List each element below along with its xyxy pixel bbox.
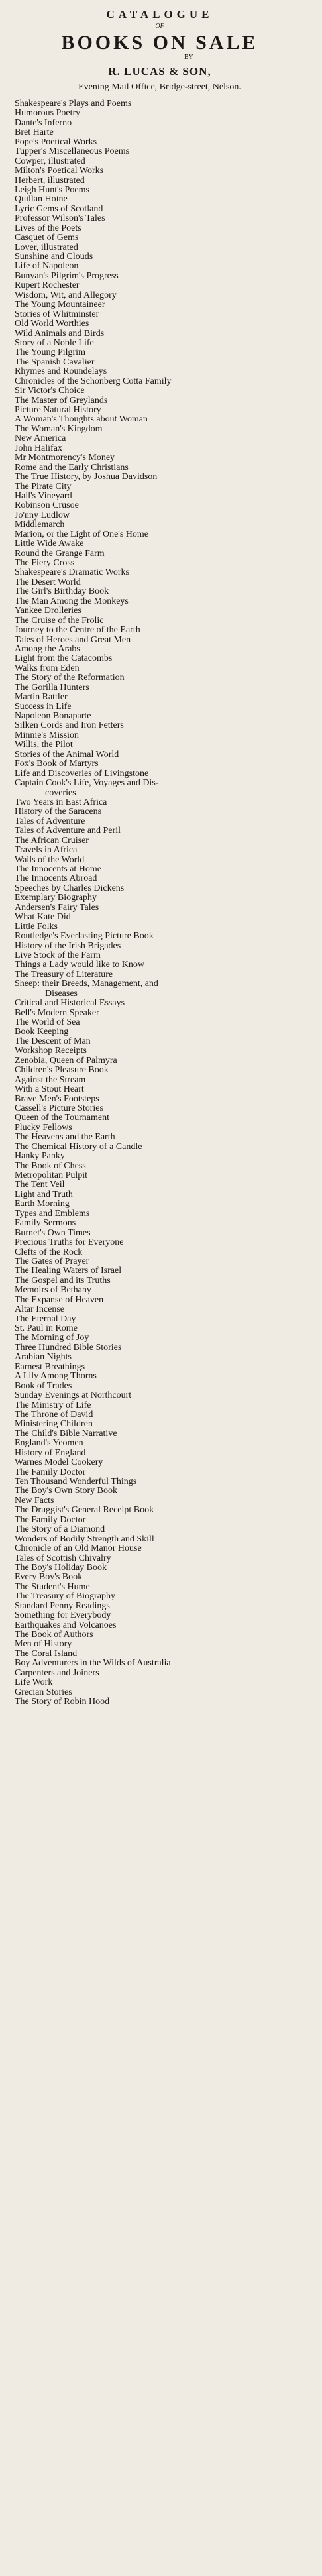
book-list-item: The Morning of Joy	[15, 1333, 89, 1343]
book-list-item: The Girl's Birthday Book	[15, 587, 109, 597]
book-list-item: The Fiery Cross	[15, 559, 75, 568]
book-list-item: Life Work	[15, 1678, 53, 1688]
book-list-item: Queen of the Tournament	[15, 1113, 109, 1123]
book-list-item: With a Stout Heart	[15, 1085, 84, 1095]
book-list-item: The Spanish Cavalier	[15, 357, 95, 367]
book-list-item: Bret Harte	[15, 128, 54, 138]
book-list-item: The Treasury of Literature	[15, 970, 113, 980]
book-list-item: Rhymes and Roundelays	[15, 367, 107, 377]
book-list-item: Every Boy's Book	[15, 1573, 83, 1583]
book-list-item: Earnest Breathings	[15, 1362, 85, 1372]
book-list-item: New America	[15, 434, 66, 444]
book-list-item: Light and Truth	[15, 1190, 73, 1200]
book-list-item: A Woman's Thoughts about Woman	[15, 415, 148, 425]
book-list-item: Silken Cords and Iron Fetters	[15, 721, 124, 731]
book-list	[12, 99, 307, 1707]
book-list-item: The Family Doctor	[15, 1467, 86, 1477]
book-list-item: Travels in Africa	[15, 846, 78, 856]
book-list-item: The African Cruiser	[15, 836, 89, 846]
book-list-item: Lyric Gems of Scotland	[15, 204, 103, 214]
book-list-item: Sir Victor's Choice	[15, 386, 85, 396]
book-list-item: The Pirate City	[15, 482, 72, 492]
book-list-item: Milton's Poetical Works	[15, 166, 104, 176]
book-list-item: The Master of Greylands	[15, 396, 108, 406]
book-list-item: Willis, the Pilot	[15, 740, 73, 750]
of-label: OF	[155, 23, 164, 30]
book-list-item: Family Sermons	[15, 1219, 76, 1229]
book-list-item: History of the Irish Brigades	[15, 941, 121, 951]
book-list-item: The Treasury of Biography	[15, 1592, 116, 1602]
book-list-item: Workshop Receipts	[15, 1046, 87, 1056]
book-list-item: The Young Mountaineer	[15, 300, 105, 310]
book-list-item: Sunshine and Clouds	[15, 252, 93, 262]
book-list-item: A Lily Among Thorns	[15, 1372, 97, 1382]
book-list-item: Shakespeare's Dramatic Works	[15, 568, 129, 578]
book-list-item: Ten Thousand Wonderful Things	[15, 1477, 137, 1486]
book-list-item: Bell's Modern Speaker	[15, 1008, 99, 1018]
book-list-item: Ministering Children	[15, 1420, 93, 1429]
book-list-item: Professor Wilson's Tales	[15, 214, 105, 224]
book-list-item: Success in Life	[15, 702, 72, 712]
book-list-item: Cowper, illustrated	[15, 156, 85, 166]
book-list-item: Walks from Eden	[15, 663, 80, 673]
book-list-item: Rome and the Early Christians	[15, 463, 129, 473]
book-list-item: Wisdom, Wit, and Allegory	[15, 290, 117, 300]
book-list-item: The Book of Authors	[15, 1630, 93, 1640]
book-list-item: Journey to the Centre of the Earth	[15, 626, 140, 636]
book-list-item: History of England	[15, 1448, 86, 1458]
book-list-item: Hanky Panky	[15, 1152, 65, 1162]
book-list-item: Stories of the Animal World	[15, 750, 119, 759]
book-list-item: Little Wide Awake	[15, 539, 84, 549]
book-list-item: The Tent Veil	[15, 1180, 65, 1190]
book-list-item: Mr Montmorency's Money	[15, 453, 115, 463]
book-list-item: The Coral Island	[15, 1649, 78, 1659]
book-list-item: Robinson Crusoe	[15, 501, 79, 511]
book-list-item: coveries	[45, 788, 76, 798]
book-list-item: Yankee Drolleries	[15, 606, 81, 616]
book-list-item: Marion, or the Light of One's Home	[15, 530, 148, 539]
book-list-item: Wild Animals and Birds	[15, 329, 105, 339]
book-list-item: Humorous Poetry	[15, 109, 81, 119]
book-list-item: Tupper's Miscellaneous Poems	[15, 147, 130, 157]
book-list-item: Tales of Adventure	[15, 816, 85, 826]
catalogue-title: CATALOGUE	[106, 8, 213, 21]
book-list-item: Casquet of Gems	[15, 233, 79, 243]
book-list-item: Picture Natural History	[15, 406, 101, 415]
catalogue-header	[12, 8, 307, 93]
book-list-item: Andersen's Fairy Tales	[15, 903, 99, 913]
book-list-item: The Desert World	[15, 577, 81, 587]
book-list-item: The Druggist's General Receipt Book	[15, 1506, 154, 1516]
book-list-item: St. Paul in Rome	[15, 1324, 78, 1333]
book-list-item: The Student's Hume	[15, 1582, 90, 1592]
book-list-item: The Healing Waters of Israel	[15, 1266, 122, 1276]
book-list-item: History of the Saracens	[15, 807, 102, 817]
book-list-item: Earthquakes and Volcanoes	[15, 1620, 117, 1630]
book-list-item: The Family Doctor	[15, 1515, 86, 1525]
book-list-item: Little Folks	[15, 922, 58, 932]
book-list-item: Martin Rattler	[15, 693, 68, 702]
book-list-item: Three Hundred Bible Stories	[15, 1343, 122, 1353]
book-list-item: Lover, illustrated	[15, 243, 78, 252]
book-list-item: Story of a Noble Life	[15, 338, 94, 348]
book-list-item: The Eternal Day	[15, 1314, 76, 1324]
book-list-item: Carpenters and Joiners	[15, 1668, 99, 1678]
book-list-item: The Gates of Prayer	[15, 1257, 89, 1266]
book-list-item: The Cruise of the Frolic	[15, 616, 104, 626]
book-list-item: Wails of the World	[15, 855, 85, 865]
book-list-item: The Throne of David	[15, 1410, 93, 1420]
book-list-item: Speeches by Charles Dickens	[15, 883, 125, 893]
book-list-item: Altar Incense	[15, 1305, 65, 1315]
book-list-item: Clefts of the Rock	[15, 1247, 83, 1257]
book-list-item: Light from the Catacombs	[15, 654, 113, 664]
book-list-item: Grecian Stories	[15, 1687, 72, 1697]
book-list-item: Boy Adventurers in the Wilds of Australia	[15, 1659, 171, 1669]
book-list-item: Things a Lady would like to Know	[15, 960, 144, 970]
book-list-item: The Heavens and the Earth	[15, 1133, 115, 1143]
book-list-item: Cassell's Picture Stories	[15, 1103, 103, 1113]
book-list-item: New Facts	[15, 1496, 54, 1506]
book-list-item: The Gorilla Hunters	[15, 683, 89, 693]
book-list-item: Minnie's Mission	[15, 730, 80, 740]
by-label: BY	[184, 54, 193, 61]
book-list-item: Captain Cook's Life, Voyages and Dis-	[15, 779, 159, 789]
book-list-item: Rupert Rochester	[15, 281, 80, 291]
book-list-item: Types and Emblems	[15, 1209, 90, 1219]
book-list-item: Brave Men's Footsteps	[15, 1094, 99, 1104]
book-list-item: Tales of Adventure and Peril	[15, 826, 121, 836]
book-list-item: Hall's Vineyard	[15, 491, 72, 501]
book-list-item: Memoirs of Bethany	[15, 1286, 91, 1296]
book-list-item: John Halifax	[15, 443, 62, 453]
book-list-item: Bunyan's Pilgrim's Progress	[15, 271, 119, 281]
book-list-item: What Kate Did	[15, 913, 71, 923]
book-list-item: The Descent of Man	[15, 1036, 91, 1046]
book-list-item: The Expanse of Heaven	[15, 1295, 104, 1305]
book-list-item: The Story of a Diamond	[15, 1525, 105, 1535]
book-list-item: Chronicles of the Schonberg Cotta Family	[15, 376, 172, 386]
book-list-item: The Chemical History of a Candle	[15, 1142, 142, 1152]
book-list-item: Tales of Heroes and Great Men	[15, 635, 131, 645]
book-list-item: Something for Everybody	[15, 1611, 111, 1621]
book-list-item: Chronicle of an Old Manor House	[15, 1544, 142, 1554]
book-list-item: The Ministry of Life	[15, 1400, 91, 1410]
book-list-item: Critical and Historical Essays	[15, 999, 125, 1009]
publisher-address: Evening Mail Office, Bridge-street, Nelson.	[78, 82, 241, 92]
book-list-item: Leigh Hunt's Poems	[15, 185, 89, 195]
book-list-item: Round the Grange Farm	[15, 549, 105, 559]
book-list-item: The Child's Bible Narrative	[15, 1429, 117, 1439]
book-list-item: Book Keeping	[15, 1027, 69, 1037]
book-list-item: The Story of the Reformation	[15, 673, 125, 683]
book-list-item: The Innocents Abroad	[15, 874, 97, 884]
book-list-item: Fox's Book of Martyrs	[15, 759, 99, 769]
book-list-item: Old World Worthies	[15, 319, 89, 329]
book-list-item: Stories of Whitminster	[15, 309, 99, 319]
book-list-item: Metropolitan Pulpit	[15, 1171, 88, 1180]
book-list-item: Tales of Scottish Chivalry	[15, 1553, 111, 1563]
book-list-item: Live Stock of the Farm	[15, 950, 101, 960]
books-on-sale-heading: BOOKS ON SALE	[61, 32, 258, 54]
book-list-item: The Book of Chess	[15, 1161, 86, 1171]
book-list-item: Book of Trades	[15, 1381, 72, 1391]
book-list-item: Plucky Fellows	[15, 1123, 72, 1133]
book-list-item: Two Years in East Africa	[15, 797, 107, 807]
book-list-item: The Boy's Own Story Book	[15, 1486, 117, 1496]
book-list-item: England's Yeomen	[15, 1439, 83, 1449]
book-list-item: Burnet's Own Times	[15, 1228, 91, 1238]
book-list-item: Zenobia, Queen of Palmyra	[15, 1056, 117, 1066]
book-list-item: The Innocents at Home	[15, 865, 102, 874]
book-list-item: Quillan Hoine	[15, 195, 68, 205]
book-list-item: Routledge's Everlasting Picture Book	[15, 932, 154, 942]
book-list-item: The Gospel and its Truths	[15, 1276, 111, 1286]
book-list-item: The Story of Robin Hood	[15, 1697, 110, 1707]
book-list-item: The World of Sea	[15, 1018, 80, 1027]
book-list-item: The True History, by Joshua Davidson	[15, 473, 158, 482]
book-list-item: Shakespeare's Plays and Poems	[15, 99, 132, 109]
book-list-item: Sunday Evenings at Northcourt	[15, 1391, 132, 1401]
book-list-item: Children's Pleasure Book	[15, 1066, 109, 1076]
book-list-item: The Young Pilgrim	[15, 348, 85, 358]
book-list-item: Exemplary Biography	[15, 893, 97, 903]
book-list-item: Against the Stream	[15, 1075, 86, 1085]
book-list-item: Standard Penny Readings	[15, 1601, 110, 1611]
book-list-item: Middlemarch	[15, 520, 65, 530]
book-list-item: Dante's Inferno	[15, 118, 72, 128]
book-list-item: Precious Truths for Everyone	[15, 1238, 124, 1248]
book-list-item: Wonders of Bodily Strength and Skill	[15, 1534, 154, 1544]
book-list-item: Pope's Poetical Works	[15, 137, 97, 147]
book-list-item: Life of Napoleon	[15, 262, 79, 272]
book-list-item: Herbert, illustrated	[15, 176, 85, 186]
book-list-item: Among the Arabs	[15, 644, 80, 654]
book-list-item: Arabian Nights	[15, 1353, 72, 1363]
book-list-item: Life and Discoveries of Livingstone	[15, 769, 149, 779]
book-list-item: Napoleon Bonaparte	[15, 712, 91, 721]
book-list-item: Warnes Model Cookery	[15, 1458, 103, 1468]
book-list-item: The Woman's Kingdom	[15, 424, 103, 434]
book-list-item: The Boy's Holiday Book	[15, 1563, 107, 1573]
book-list-item: Jo'nny Ludlow	[15, 510, 70, 520]
book-list-item: The Man Among the Monkeys	[15, 596, 129, 606]
book-list-item: Earth Morning	[15, 1200, 70, 1209]
book-list-item: Sheep: their Breeds, Management, and	[15, 980, 158, 989]
book-list-item: Lives of the Poets	[15, 223, 81, 233]
book-list-item: Men of History	[15, 1640, 72, 1650]
book-list-item: Diseases	[45, 989, 78, 999]
publisher-name: R. LUCAS & SON,	[108, 65, 211, 78]
